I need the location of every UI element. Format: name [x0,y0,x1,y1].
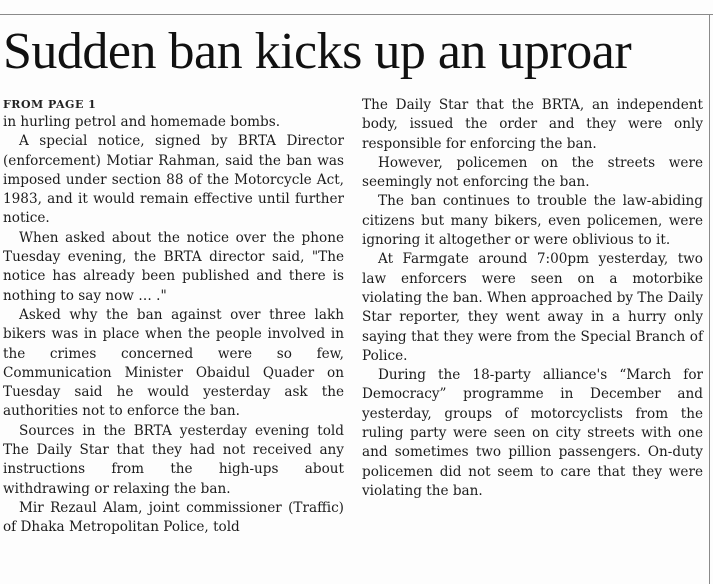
paragraph: Sources in the BRTA yesterday evening told The Daily Star that they had not received any instructions from the high-ups about withdrawing or relaxing the ban. [3,422,344,497]
paragraph: in hurling petrol and homemade bombs. [3,114,281,130]
paragraph: During the 18-party alliance's “March for Democracy” programme in December and yesterday, groups of motorcyclists from the ruling party were seen on city streets with one and sometimes two pillion passengers. On-duty policemen did not seem to care that they were violating the ban. [362,367,703,499]
continued-from-label: FROM PAGE 1 [3,98,97,111]
headline: Sudden ban kicks up an uproar [3,23,632,80]
right-rule [709,14,710,584]
paragraph: At Farmgate around 7:00pm yesterday, two law enforcers were seen on a motorbike violating the ban. When approached by The Daily Star reporter, they went away in a hurry only saying that they were from the Special Branch of Police. [362,251,703,364]
top-rule [0,14,713,15]
article-column-left [3,113,344,538]
paragraph: The ban continues to trouble the law-abiding citizens but many bikers, even policemen, were ignoring it altogether or were oblivious to it. [362,193,703,249]
article-column-right [362,96,703,501]
paragraph: Mir Rezaul Alam, joint commissioner (Traffic) of Dhaka Metropolitan Police, told [3,499,344,536]
paragraph: When asked about the notice over the phone Tuesday evening, the BRTA director said, "The notice has already been published and there is nothing to say now … ." [3,229,344,304]
paragraph: The Daily Star that the BRTA, an independent body, issued the order and they were only responsible for enforcing the ban. [362,97,703,152]
paragraph: Asked why the ban against over three lakh bikers was in place when the people involved in the crimes concerned were so few, Communication Minister Obaidul Quader on Tuesday said he would yesterday ask the authorities not to enforce the ban. [3,306,344,420]
paragraph: However, policemen on the streets were seemingly not enforcing the ban. [362,154,703,191]
paragraph: A special notice, signed by BRTA Director (enforcement) Motiar Rahman, said the ban was imposed under section 88 of the Motorcycle Act, 1983, and it would remain effective until further notice. [3,133,344,227]
